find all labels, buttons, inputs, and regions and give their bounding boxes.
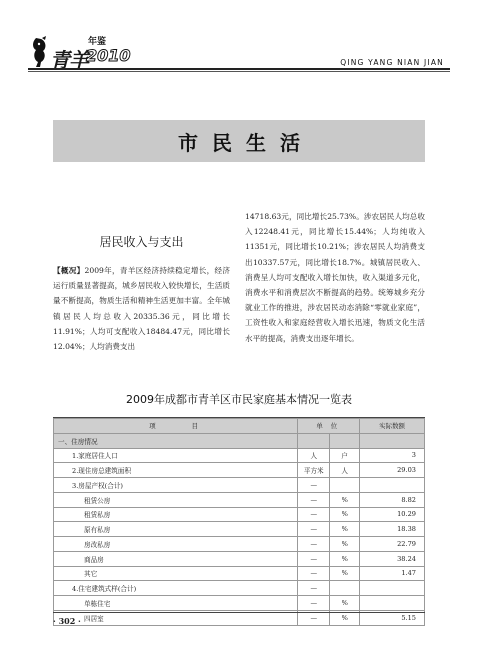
row-label: 其它 xyxy=(54,566,298,581)
row-unit-1: — xyxy=(298,596,330,611)
row-unit-1: — xyxy=(298,507,330,522)
row-value: 10.29 xyxy=(360,507,425,522)
row-label: 3.房屋产权(合计) xyxy=(54,478,298,493)
row-unit-1: — xyxy=(298,566,330,581)
header-rule xyxy=(28,68,450,70)
row-unit-2: % xyxy=(330,610,360,625)
table-row xyxy=(54,478,425,493)
goat-figure-icon xyxy=(30,36,52,68)
row-label: 一、住房情况 xyxy=(54,433,298,448)
row-value: 1.47 xyxy=(360,566,425,581)
row-unit-2 xyxy=(330,433,360,448)
row-value xyxy=(360,433,425,448)
row-unit-2: % xyxy=(330,522,360,537)
yearbook-logo xyxy=(30,32,140,72)
chapter-banner xyxy=(53,120,425,162)
row-unit-1: — xyxy=(298,478,330,493)
body-text-left: 2009年，青羊区经济持续稳定增长，经济运行质量显著提高，城乡居民收入较快增长，生活质量不断提高，物质生活和精神生活更加丰富。全年城镇居民人均总收入20335.36元，同比增长11.91%；人均可支配收入18484.47元，同比增长12.04%；人均消费支出 xyxy=(53,266,231,352)
table-row xyxy=(54,492,425,507)
logo-year-text: 2010 xyxy=(86,46,131,65)
row-value xyxy=(360,596,425,611)
row-value xyxy=(360,478,425,493)
row-unit-1: 人 xyxy=(298,448,330,463)
row-value: 5.15 xyxy=(360,610,425,625)
row-unit-2: 人 xyxy=(330,463,360,478)
row-unit-1: — xyxy=(298,551,330,566)
table-header-row xyxy=(54,419,425,434)
row-unit-2: % xyxy=(330,507,360,522)
row-value: 29.03 xyxy=(360,463,425,478)
row-label: 2.现住房总建筑面积 xyxy=(54,463,298,478)
body-column-left xyxy=(53,263,230,354)
section-title: 居民收入与支出 xyxy=(99,235,184,249)
row-unit-1: — xyxy=(298,610,330,625)
table-row xyxy=(54,581,425,596)
row-unit-2 xyxy=(330,581,360,596)
body-text-right: 14718.63元，同比增长25.73%。涉农居民人均总收入12248.41元，同比增长15.44%；人均纯收入11351元，同比增长10.21%；涉农居民人均消费支出10337.57元，同比增长18.7%。城镇居民收入、消费呈人均可支配收入增长加快，收入渠道多元化，消费水平和消费层次不断提高的趋势。统筹城乡充分就业工作的推进，涉农居民动态消除“零就业家庭”，工资性收入和家庭经营收入增长迅速，物质文化生活水平的提高，消费支出逐年增长。 xyxy=(245,212,425,343)
row-value: 38.24 xyxy=(360,551,425,566)
row-unit-1: — xyxy=(298,537,330,552)
row-label: 1.家庭居住人口 xyxy=(54,448,298,463)
row-label: 租赁公房 xyxy=(54,492,298,507)
page-header xyxy=(0,0,480,80)
row-value: 22.79 xyxy=(360,537,425,552)
table-row xyxy=(54,463,425,478)
row-unit-1: — xyxy=(298,522,330,537)
table-bottom-rule xyxy=(53,612,425,613)
row-unit-2: % xyxy=(330,551,360,566)
row-unit-1: 平方米 xyxy=(298,463,330,478)
row-label: 单栋住宅 xyxy=(54,596,298,611)
table-row xyxy=(54,433,425,448)
row-unit-2: % xyxy=(330,537,360,552)
page-number: · 302 · xyxy=(53,616,81,626)
row-label: 房改私房 xyxy=(54,537,298,552)
logo-qingyang-text: 青羊 xyxy=(50,48,88,72)
table-row xyxy=(54,448,425,463)
row-label: 商品房 xyxy=(54,551,298,566)
household-table xyxy=(53,418,425,626)
header-unit: 单位 xyxy=(298,419,360,434)
header-value: 实际数额 xyxy=(360,419,425,434)
row-unit-1: — xyxy=(298,581,330,596)
row-value: 8.82 xyxy=(360,492,425,507)
row-unit-2: % xyxy=(330,492,360,507)
row-value: 18.38 xyxy=(360,522,425,537)
row-unit-1 xyxy=(298,433,330,448)
table-title: 2009年成都市青羊区市民家庭基本情况一览表 xyxy=(126,393,352,406)
table-row xyxy=(54,522,425,537)
row-label: 租赁私房 xyxy=(54,507,298,522)
row-unit-1: — xyxy=(298,492,330,507)
table-row xyxy=(54,551,425,566)
body-column-right xyxy=(245,209,425,346)
row-value: 3 xyxy=(360,448,425,463)
header-item: 项目 xyxy=(54,419,298,434)
row-unit-2: % xyxy=(330,566,360,581)
table-row xyxy=(54,537,425,552)
row-label: 4.住宅建筑式样(合计) xyxy=(54,581,298,596)
header-rule-thin xyxy=(28,71,450,72)
table-row xyxy=(54,566,425,581)
row-unit-2: % xyxy=(330,596,360,611)
logo-nianjian-text: 年鉴 xyxy=(88,37,107,47)
table-row xyxy=(54,507,425,522)
row-unit-2 xyxy=(330,478,360,493)
header-pinyin: QING YANG NIAN JIAN xyxy=(340,58,444,67)
row-label: 四居室 xyxy=(54,610,298,625)
table-row xyxy=(54,596,425,611)
overview-tag: 【概况】 xyxy=(53,266,85,275)
row-label: 原有私房 xyxy=(54,522,298,537)
row-value xyxy=(360,581,425,596)
chapter-title: 市民生活 xyxy=(178,130,314,155)
row-unit-2: 户 xyxy=(330,448,360,463)
